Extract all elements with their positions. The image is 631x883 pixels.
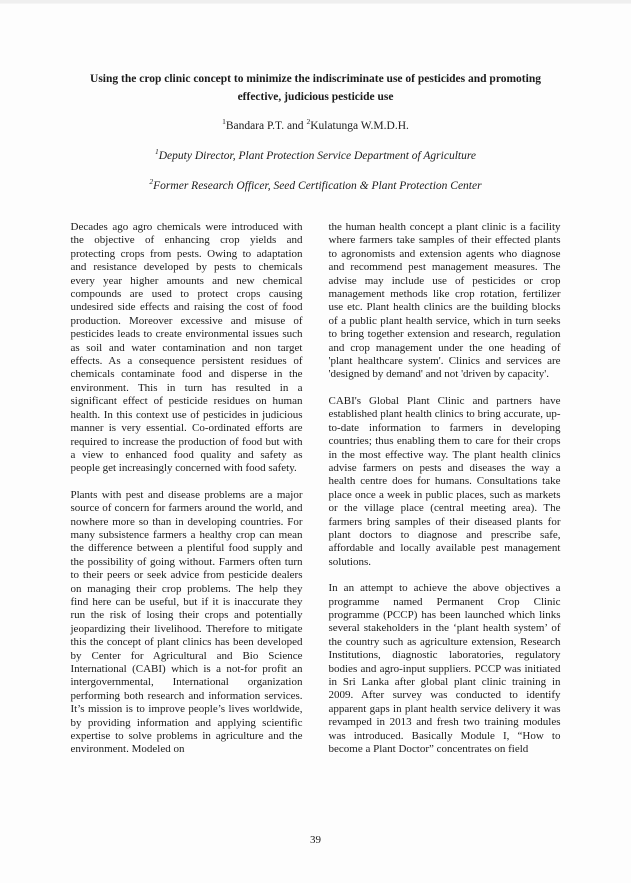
paragraph-right-1: the human health concept a plant clinic is a facility where farmers take samples of their effected plants to agronomists and extension agents who diagnose and recommend pest management measures. The advise may include use of pesticides or crop management methods like crop rotation, fertilizer use etc. Plant health clinics are the building blocks of a public plant health service, which in turn seeks to bring together extension and research, regulation and crop management under the one heading of 'plant healthcare system'. Clinics and services are 'designed by demand' and not 'driven by capacity'.: [328, 221, 561, 381]
affiliation-text-2: Former Research Officer, Seed Certification & Plant Protection Center: [153, 180, 482, 192]
affiliation-line-1: [0, 149, 631, 164]
author-name-2: Kulatunga W.M.D.H.: [310, 120, 409, 132]
affiliation-superscript-2: 2: [149, 177, 154, 187]
left-column: [71, 221, 303, 770]
two-column-body: [71, 221, 561, 770]
author-name-1: Bandara P.T. and: [225, 120, 307, 132]
right-column: [329, 221, 561, 770]
paper-page: [0, 4, 631, 883]
author-superscript-2: 2: [306, 117, 311, 127]
affiliation-text-1: Deputy Director, Plant Protection Service Department of Agriculture: [158, 150, 476, 162]
paragraph-left-1: Decades ago agro chemicals were introduced with the objective of enhancing crop yields and protecting crops from pests. Owing to adaptation and resistance developed by pests to chemicals every year higher amounts and new chemical compounds are used to protect crops causing undesired side effects and raising the cost of food production. Moreover excessive and misuse of pesticides leads to create environmental issues such as soil and water contamination and non target effects. As a consequence persistent residues of chemicals contaminate food and disperse in the environment. This in turn has resulted in a significant effect of pesticide residues on human health. In this context use of pesticides in judicious manner is very essential. Co-ordinated efforts are required to increase the production of food but with a view to enhanced food quality and safety as people get increasingly concerned with food safety.: [70, 221, 303, 475]
paper-title: Using the crop clinic concept to minimize the indiscriminate use of pesticides and promoting effective, judicious pesticide use: [90, 73, 541, 103]
affiliation-line-2: [0, 179, 631, 194]
page-number: 39: [310, 834, 321, 846]
authors-line: [0, 119, 631, 134]
paragraph-right-3: In an attempt to achieve the above objectives a programme named Permanent Crop Clinic programme (PCCP) has been launched which links several stakeholders in the ‘plant health system’ of the country such as agriculture extension, Research Institutions, diagnostic laboratories, regulatory bodies and agro-input suppliers. PCCP was initiated in Sri Lanka after global plant clinic training in 2009. After survey was conducted to identify apparent gaps in plant health service delivery it was revamped in 2013 and fresh two training modules was introduced. Basically Module I, “How to become a Plant Doctor” concentrates on field: [328, 582, 561, 756]
paragraph-right-2: CABI's Global Plant Clinic and partners have established plant health clinics to bring accurate, up-to-date information to farmers in developing countries; thus enabling them to care for their crops in the most effective way. The plant health clinics advise farmers on pests and diseases the way a health centre does for humans. Consultations take place once a week in public places, such as markets or the village place (central meeting area). The farmers bring samples of their diseased plants for plant doctors to diagnose and prescribe safe, affordable and locally available pest management solutions.: [328, 394, 561, 568]
paragraph-left-2: Plants with pest and disease problems are a major source of concern for farmers around the world, and nowhere more so than in developing countries. For many subsistence farmers a healthy crop can mean the difference between a plentiful food supply and the possibility of going without. Farmers often turn to their peers or seek advice from pesticide dealers on managing their crop problems. The help they find here can be useful, but if it is inaccurate they run the risk of losing their crops and potentially jeopardizing their livelihood. Therefore to mitigate this the concept of plant clinics has been developed by Center for Agricultural and Bio Science International (CABI) which is a not-for profit an intergovernmental, International organization performing both research and information services. It’s mission is to improve people’s lives worldwide, by providing information and applying scientific expertise to solve problems in agriculture and the environment. Modeled on: [70, 488, 303, 756]
author-superscript-1: 1: [222, 117, 226, 127]
affiliation-superscript-1: 1: [155, 147, 159, 157]
